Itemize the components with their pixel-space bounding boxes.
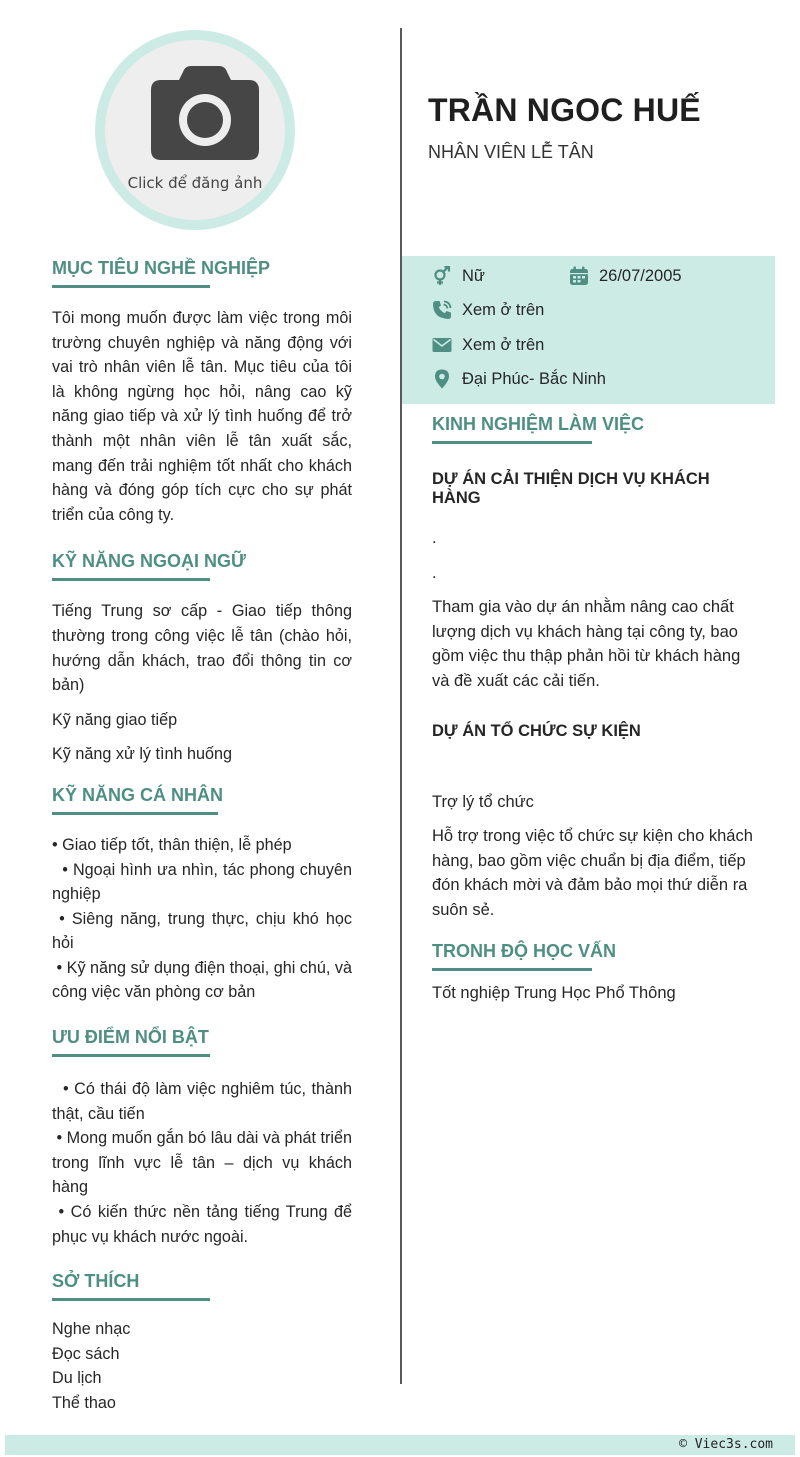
calendar-icon — [569, 266, 589, 286]
location-pin-icon — [432, 369, 452, 389]
birthdate-value: 26/07/2005 — [599, 266, 682, 285]
career-goal-section — [52, 258, 352, 527]
strength-item: • Có kiến thức nền tảng tiếng Trung để phục vụ khách nước ngoài. — [52, 1203, 357, 1246]
personal-skill-item: • Ngoại hình ưa nhìn, tác phong chuyên nghiệp — [52, 860, 357, 904]
hobbies-section — [52, 1271, 352, 1415]
column-divider — [400, 28, 402, 1384]
footer-copyright[interactable]: © Viec3s.com — [679, 1437, 773, 1452]
project-name: DỰ ÁN CẢI THIỆN DỊCH VỤ KHÁCH HÀNG — [432, 470, 710, 507]
language-skill-item: Tiếng Trung sơ cấp - Giao tiếp thông thường trong công việc lễ tân (chào hỏi, hướng dẫn khách, trao đổi thông tin cơ bản) — [52, 602, 352, 695]
address-value: Đại Phúc- Bắc Ninh — [462, 369, 606, 388]
avatar-caption: Click để đăng ảnh — [127, 174, 263, 192]
contact-email — [432, 335, 544, 355]
personal-skill-item: • Siêng năng, trung thực, chịu khó học hỏi — [52, 909, 357, 953]
gender-value: Nữ — [462, 266, 485, 285]
hobbies-title: SỞ THÍCH — [52, 1271, 210, 1301]
contact-gender — [432, 266, 485, 286]
avatar-placeholder[interactable] — [105, 40, 285, 220]
experience-section — [432, 414, 762, 923]
personal-skills-title: KỸ NĂNG CÁ NHÂN — [52, 785, 218, 815]
strength-item: • Mong muốn gắn bó lâu dài và phát triển trong lĩnh vực lễ tân – dịch vụ khách hàng — [52, 1129, 357, 1197]
personal-skills-section — [52, 784, 357, 1005]
email-value: Xem ở trên — [462, 335, 545, 354]
strengths-section — [52, 1027, 357, 1249]
candidate-name: TRẦN NGOC HUẾ — [428, 92, 701, 128]
project-description: Tham gia vào dự án nhằm nâng cao chất lượng dịch vụ khách hàng tại công ty, bao gồm việc thu thập phản hồi từ khách hàng và đề xuất các cải tiến. — [432, 598, 741, 690]
hobby-item: Du lịch — [52, 1369, 102, 1388]
project-description: Hỗ trợ trong việc tổ chức sự kiện cho khách hàng, bao gồm việc chuẩn bị địa điểm, tiếp đón khách mời và đảm bảo mọi thứ diễn ra suôn sẻ. — [432, 827, 753, 919]
job-title: NHÂN VIÊN LỄ TÂN — [428, 142, 594, 162]
hobby-item: Đọc sách — [52, 1344, 120, 1363]
avatar-upload[interactable] — [95, 30, 295, 230]
contact-address — [432, 369, 606, 389]
language-skills-title: KỸ NĂNG NGOẠI NGỮ — [52, 551, 210, 581]
right-column — [432, 414, 762, 1005]
left-column — [52, 258, 357, 1416]
personal-skill-item: • Kỹ năng sử dụng điện thoại, ghi chú, và công việc văn phòng cơ bản — [52, 958, 357, 1002]
project-detail: . — [432, 529, 437, 547]
strengths-title: ƯU ĐIỂM NỔI BẬT — [52, 1027, 210, 1057]
strength-item: • Có thái độ làm việc nghiêm túc, thành thật, cầu tiến — [52, 1080, 357, 1123]
project-detail: . — [432, 563, 437, 582]
career-goal-title: MỤC TIÊU NGHỀ NGHIỆP — [52, 258, 210, 288]
hobby-item: Thể thao — [52, 1394, 116, 1412]
education-section — [432, 941, 762, 1006]
career-goal-text: Tôi mong muốn được làm việc trong môi trường chuyên nghiệp và năng động với vai trò nhân viên lễ tân. Mục tiêu của tôi là không ngừng học hỏi, nâng cao kỹ năng giao tiếp và xử lý tình huống để trở thành một nhân viên lễ tân xuất sắc, mang đến trải nghiệm tốt nhất cho khách hàng và đóng góp tích cực cho sự phát triển của công ty. — [52, 309, 352, 524]
hobby-item: Nghe nhạc — [52, 1320, 131, 1339]
camera-icon — [151, 66, 259, 160]
contact-phone — [432, 300, 544, 320]
language-skill-item: Kỹ năng xử lý tình huống — [52, 745, 233, 764]
contact-panel — [402, 256, 775, 404]
gender-icon — [432, 266, 452, 286]
email-icon — [432, 335, 452, 355]
phone-value: Xem ở trên — [462, 300, 545, 319]
education-text: Tốt nghiệp Trung Học Phổ Thông — [432, 983, 676, 1002]
education-title: TRONH ĐỘ HỌC VẤN — [432, 941, 592, 971]
language-skills-section — [52, 551, 352, 767]
footer-bar — [5, 1435, 795, 1455]
contact-birthdate — [569, 266, 682, 286]
phone-icon — [432, 300, 452, 320]
experience-title: KINH NGHIỆM LÀM VIỆC — [432, 414, 592, 444]
project-name: DỰ ÁN TỔ CHỨC SỰ KIỆN — [432, 721, 641, 740]
language-skill-item: Kỹ năng giao tiếp — [52, 710, 178, 729]
personal-skill-item: • Giao tiếp tốt, thân thiện, lễ phép — [52, 835, 292, 854]
project-role: Trợ lý tổ chức — [432, 792, 534, 811]
